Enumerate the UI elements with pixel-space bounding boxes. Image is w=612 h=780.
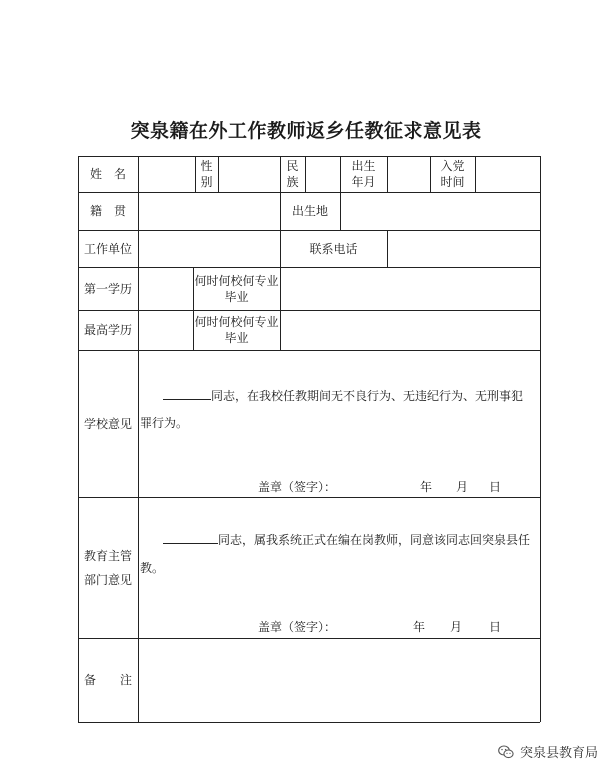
school-opinion-text-line2: 罪行为。 (140, 416, 189, 430)
school-year-label: 年 (420, 480, 433, 494)
name-field[interactable] (138, 156, 195, 192)
remarks-field[interactable] (138, 638, 540, 722)
phone-field[interactable] (387, 230, 540, 267)
name-label: 姓 名 (89, 167, 126, 181)
department-day-label: 日 (489, 620, 502, 634)
school-seal-label: 盖章（签字）： (258, 480, 337, 494)
ethnicity-field[interactable] (305, 156, 340, 192)
gender-label: 性 别 (200, 159, 213, 189)
highest-education-field[interactable] (138, 310, 193, 350)
school-month-label: 月 (456, 480, 469, 494)
gender-field[interactable] (218, 156, 280, 192)
source-watermark (498, 742, 598, 761)
table-line (78, 350, 540, 351)
birth-date-label: 出生 年月 (351, 159, 376, 189)
workplace-label: 工作单位 (83, 241, 132, 256)
party-join-field[interactable] (475, 156, 540, 192)
remarks-label: 备 注 (83, 673, 132, 687)
party-join-label: 入党 时间 (440, 159, 465, 189)
birthplace-field[interactable] (340, 192, 540, 230)
department-opinion-label: 教育主管 部门意见 (83, 548, 132, 587)
native-place-field[interactable] (138, 192, 280, 230)
ethnicity-label: 民 族 (286, 159, 299, 189)
native-place-label: 籍 贯 (89, 204, 126, 218)
wechat-icon (498, 745, 514, 759)
birth-date-field[interactable] (387, 156, 430, 192)
school-day-label: 日 (489, 480, 502, 494)
department-seal-label: 盖章（签字）： (258, 620, 337, 634)
table-line (540, 156, 541, 722)
first-education-detail-field[interactable] (280, 267, 540, 310)
department-year-label: 年 (413, 620, 426, 634)
teacher-name-blank[interactable] (163, 531, 218, 544)
form-title: 突泉籍在外工作教师返乡任教征求意见表 (130, 120, 482, 142)
teacher-name-blank[interactable] (163, 387, 211, 400)
phone-label: 联系电话 (309, 241, 358, 256)
school-opinion-label: 学校意见 (83, 416, 132, 431)
highest-education-label: 最高学历 (83, 323, 132, 337)
first-education-label: 第一学历 (83, 281, 132, 296)
department-month-label: 月 (450, 620, 463, 634)
source-name: 突泉县教育局 (519, 746, 598, 761)
department-opinion-text: 同志，属我系统正式在编在岗教师，同意该同志回突泉县任 (163, 528, 537, 552)
first-education-when-where-label: 何时何校何专业 毕业 (194, 273, 279, 304)
department-opinion-text-line2: 教。 (140, 561, 165, 575)
workplace-field[interactable] (138, 230, 280, 267)
school-opinion-text: 同志，在我校任教期间无不良行为、无违纪行为、无刑事犯 (163, 384, 537, 408)
first-education-field[interactable] (138, 267, 193, 310)
highest-education-when-where-label: 何时何校何专业 毕业 (194, 315, 279, 345)
highest-education-detail-field[interactable] (280, 310, 540, 350)
table-line (78, 722, 540, 723)
table-line (78, 497, 540, 498)
birthplace-label: 出生地 (291, 204, 328, 218)
